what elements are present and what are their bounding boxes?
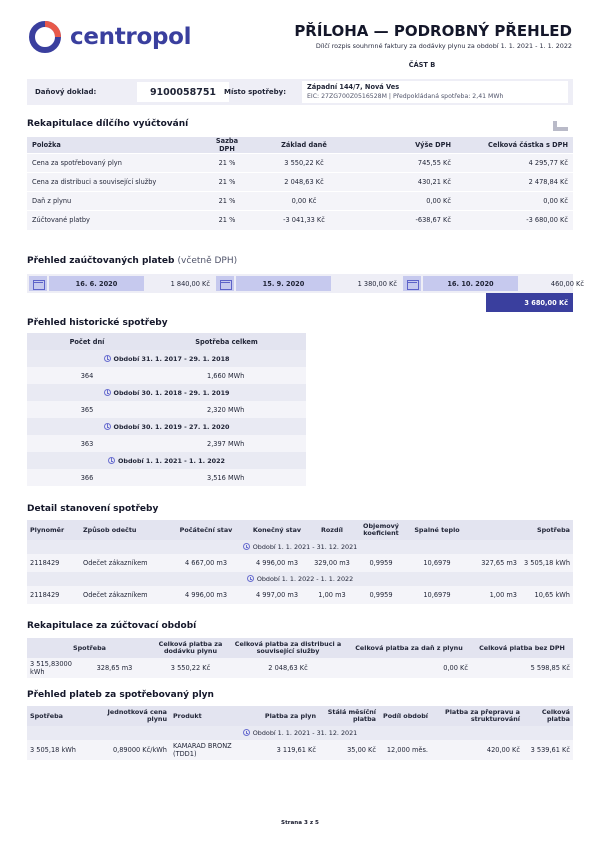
period-label: Období 1. 1. 2021 - 31. 12. 2021 [252, 729, 358, 737]
recap2-title: Rekapitulace za zúčtovací období [27, 621, 197, 631]
cell: 2,397 MWh [147, 435, 306, 452]
table-row [27, 586, 573, 604]
table-row [27, 554, 573, 572]
cell: 329,00 m3 [310, 554, 354, 572]
col-header: Platba za plyn [254, 706, 319, 726]
col-header: Celková platba za dodávku plynu [152, 638, 229, 658]
place-eic: EIC: 27ZG700Z0516528M | Předpokládaná spotřeba: 2,41 MWh [307, 93, 504, 100]
cell: 4 667,00 m3 [168, 554, 244, 572]
col-header: Spotřeba [27, 706, 87, 726]
payments-title-text: Přehled zaúčtovaných plateb [27, 256, 175, 266]
clock-icon [247, 575, 254, 582]
cell: Cena za distribuci a související služby [27, 173, 202, 192]
clock-icon [104, 389, 111, 396]
period-row [27, 452, 306, 469]
col-header: Celková platba bez DPH [471, 638, 573, 658]
period-row [27, 540, 573, 554]
cell: 365 [27, 401, 147, 418]
cell: 363 [27, 435, 147, 452]
page-number: Strana 3 z 5 [281, 820, 319, 826]
period-row [27, 418, 306, 435]
recap2-table [27, 638, 573, 678]
cell: KAMARAD BRONZ (TDD1) [170, 740, 254, 760]
cell: 2,320 MWh [147, 401, 306, 418]
period-label: Období 1. 1. 2021 - 31. 12. 2021 [252, 543, 358, 551]
place-address: Západní 144/7, Nová Ves [307, 83, 400, 91]
clock-icon [104, 355, 111, 362]
col-header: Počet dní [27, 333, 147, 350]
period-row [27, 726, 573, 740]
cell: 4 997,00 m3 [244, 586, 310, 604]
table-row [27, 658, 573, 678]
clock-icon [108, 457, 115, 464]
cell: 0,00 Kč [252, 192, 356, 211]
cell: 5 598,85 Kč [471, 658, 573, 678]
cell: 745,55 Kč [356, 154, 456, 173]
brand-name: centropol [70, 24, 192, 50]
cell: 430,21 Kč [356, 173, 456, 192]
cell: 12,000 měs. [379, 740, 431, 760]
cell: 21 % [202, 211, 252, 230]
cell: 1,660 MWh [147, 367, 306, 384]
payment-date: 16. 6. 2020 [49, 276, 144, 291]
period-label: Období 1. 1. 2022 - 1. 1. 2022 [256, 575, 354, 583]
col-header: Spotřeba celkem [147, 333, 306, 350]
table-header-row [27, 333, 306, 350]
cell: 328,65 m3 [77, 658, 152, 678]
cell: 35,00 Kč [319, 740, 379, 760]
period-label: Období 30. 1. 2018 - 29. 1. 2019 [113, 388, 230, 397]
cell: 0,9959 [354, 586, 408, 604]
payments-title [27, 256, 237, 266]
table-row [27, 740, 573, 760]
cell: 0,9959 [354, 554, 408, 572]
table-row [27, 401, 306, 418]
cell: Odečet zákazníkem [80, 586, 168, 604]
col-header: Konečný stav [244, 520, 310, 540]
payments-row [27, 274, 584, 293]
cell: 2 048,63 Kč [252, 173, 356, 192]
place-label: Místo spotřeby: [224, 88, 287, 96]
table-row [27, 435, 306, 452]
table-row [27, 192, 573, 211]
col-header: Sazba DPH [202, 137, 252, 154]
doc-number-label: Daňový doklad: [35, 88, 97, 96]
col-header: Plynoměr [27, 520, 80, 540]
cell: 327,65 m3 [466, 554, 520, 572]
cell: 10,65 kWh [520, 586, 573, 604]
cell: 4 996,00 m3 [244, 554, 310, 572]
col-header: Objemový koeficient [354, 520, 408, 540]
cell: -3 041,33 Kč [252, 211, 356, 230]
period-label: Období 30. 1. 2019 - 27. 1. 2020 [113, 422, 230, 431]
table-row [27, 211, 573, 230]
cell: 21 % [202, 192, 252, 211]
table-row [27, 154, 573, 173]
col-header: Spotřeba [27, 638, 152, 658]
calendar-icon [29, 276, 47, 291]
cell: 3 505,18 kWh [520, 554, 573, 572]
doc-number-value: 9100058751 [137, 82, 229, 102]
period-label: Období 1. 1. 2021 - 1. 1. 2022 [117, 456, 226, 465]
col-header: Podíl období [379, 706, 431, 726]
col-header: Počáteční stav [168, 520, 244, 540]
history-table [27, 333, 306, 486]
cell: 1,00 m3 [310, 586, 354, 604]
calendar-icon [403, 276, 421, 291]
cell: 4 996,00 m3 [168, 586, 244, 604]
part-label: ČÁST B [408, 61, 436, 69]
payments-title-note: (včetně DPH) [177, 256, 238, 266]
cell: 0,00 Kč [456, 192, 573, 211]
cell: 4 295,77 Kč [456, 154, 573, 173]
payment-amount: 460,00 Kč [550, 279, 584, 288]
col-header: Výše DPH [356, 137, 456, 154]
cell: 3 539,61 Kč [523, 740, 573, 760]
cell: 21 % [202, 173, 252, 192]
cell: Zúčtované platby [27, 211, 202, 230]
cell: 420,00 Kč [431, 740, 523, 760]
page-subtitle: Dílčí rozpis souhrnné faktury za dodávky plynu za období 1. 1. 2021 - 1. 1. 2022 [315, 42, 572, 50]
cell: 3 550,22 Kč [252, 154, 356, 173]
cell: 364 [27, 367, 147, 384]
col-header: Rozdíl [310, 520, 354, 540]
table-header-row [27, 520, 573, 540]
col-header: Stálá měsíční platba [319, 706, 379, 726]
period-row [27, 350, 306, 367]
table-header-row [27, 638, 573, 658]
page-title: PŘÍLOHA — PODROBNÝ PŘEHLED [294, 22, 572, 40]
cell: 3 515,83000 kWh [27, 658, 77, 678]
cell: 3 550,22 Kč [152, 658, 229, 678]
payments-total: 3 680,00 Kč [486, 293, 573, 312]
detail-table [27, 520, 573, 604]
place-box [302, 81, 568, 103]
payment-item [401, 274, 588, 293]
brand-logo [27, 19, 191, 55]
col-header: Celková částka s DPH [456, 137, 573, 154]
table-row [27, 367, 306, 384]
cell: 3 119,61 Kč [254, 740, 319, 760]
cell: 10,6979 [408, 586, 466, 604]
cell: 0,00 Kč [356, 192, 456, 211]
cell: Odečet zákazníkem [80, 554, 168, 572]
payment-date: 15. 9. 2020 [236, 276, 331, 291]
clock-icon [243, 543, 250, 550]
gas-table [27, 706, 573, 760]
col-header: Spotřeba [466, 520, 573, 540]
calendar-icon [216, 276, 234, 291]
table-row [27, 469, 306, 486]
payment-amount: 1 840,00 Kč [170, 279, 210, 288]
cell: 3 505,18 kWh [27, 740, 87, 760]
cell: 366 [27, 469, 147, 486]
col-header: Jednotková cena plynu [87, 706, 170, 726]
cell: 0,89000 Kč/kWh [87, 740, 170, 760]
gas-title: Přehled plateb za spotřebovaný plyn [27, 690, 214, 700]
cell: 2 478,84 Kč [456, 173, 573, 192]
cell: 10,6979 [408, 554, 466, 572]
clock-icon [243, 729, 250, 736]
document-info-box [27, 79, 573, 105]
cell: 2118429 [27, 554, 80, 572]
period-label: Období 31. 1. 2017 - 29. 1. 2018 [113, 354, 230, 363]
cell: 3,516 MWh [147, 469, 306, 486]
col-header: Produkt [170, 706, 254, 726]
payment-date: 16. 10. 2020 [423, 276, 518, 291]
payment-item [214, 274, 401, 293]
col-header: Položka [27, 137, 202, 154]
col-header: Celková platba [523, 706, 573, 726]
cell: -638,67 Kč [356, 211, 456, 230]
cell: 2118429 [27, 586, 80, 604]
cell: 0,00 Kč [347, 658, 471, 678]
period-row [27, 572, 573, 586]
table-header-row [27, 706, 573, 726]
cell: Cena za spotřebovaný plyn [27, 154, 202, 173]
clock-icon [104, 423, 111, 430]
period-row [27, 384, 306, 401]
cell: -3 680,00 Kč [456, 211, 573, 230]
cell: Daň z plynu [27, 192, 202, 211]
col-header: Spalné teplo [408, 520, 466, 540]
col-header: Způsob odečtu [80, 520, 168, 540]
detail-title: Detail stanovení spotřeby [27, 504, 159, 514]
table-header-row [27, 137, 573, 154]
cell: 21 % [202, 154, 252, 173]
payment-item [27, 274, 214, 293]
cell: 2 048,63 Kč [229, 658, 347, 678]
corner-mark-icon [551, 120, 569, 132]
table-row [27, 173, 573, 192]
recap1-table [27, 137, 573, 230]
col-header: Celková platba za distribuci a související služby [229, 638, 347, 658]
col-header: Celková platba za daň z plynu [347, 638, 471, 658]
cell: 1,00 m3 [466, 586, 520, 604]
col-header: Platba za přepravu a strukturování [431, 706, 523, 726]
centropol-logo-icon [27, 19, 63, 55]
payment-amount: 1 380,00 Kč [357, 279, 397, 288]
history-title: Přehled historické spotřeby [27, 318, 168, 328]
recap1-title: Rekapitulace dílčího vyúčtování [27, 119, 189, 129]
col-header: Základ daně [252, 137, 356, 154]
